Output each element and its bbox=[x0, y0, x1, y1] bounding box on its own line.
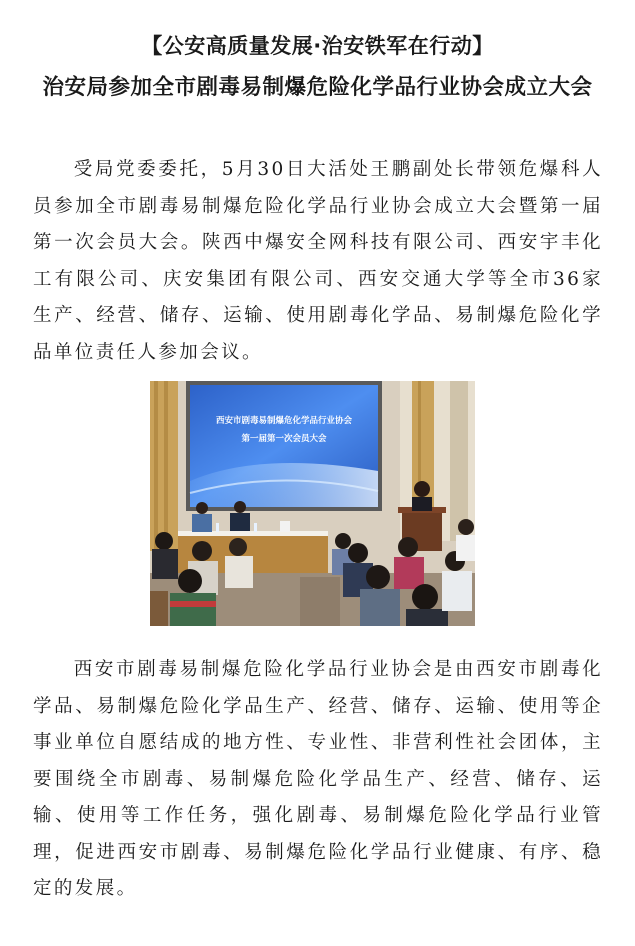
article-kicker: 【公安高质量发展·治安铁军在行动】 bbox=[141, 34, 494, 58]
screen-banner-line-2: 第一届第一次会员大会 bbox=[241, 434, 327, 444]
meeting-photo bbox=[150, 381, 475, 626]
article-paragraph-2: 西安市剧毒易制爆危险化学品行业协会是由西安市剧毒化学品、易制爆危险化学品生产、经营、储存、运输、使用等企事业单位自愿结成的地方性、专业性、非营利性社会团体，主要围绕全市剧毒、易制爆危险化学品生产、经营、储存、运输、使用等工作任务，强化剧毒、易制爆危险化学品行业管理，促进西安市剧毒、易制爆危险化学品行业健康、有序、稳定的发展。 bbox=[33, 659, 603, 899]
screen-banner-line-1: 西安市剧毒易制爆危化学品行业协会 bbox=[215, 416, 353, 426]
article-headline: 治安局参加全市剧毒易制爆危险化学品行业协会成立大会 bbox=[42, 75, 593, 100]
article-paragraph-1: 受局党委委托，5月30日大活处王鹏副处长带领危爆科人员参加全市剧毒易制爆危险化学品行业协会成立大会暨第一届第一次会员大会。陕西中爆安全网科技有限公司、西安宇丰化工有限公司、庆安集团有限公司、西安交通大学等全市36家生产、经营、储存、运输、使用剧毒化学品、易制爆危险化学品单位责任人参加会议。 bbox=[33, 159, 603, 363]
